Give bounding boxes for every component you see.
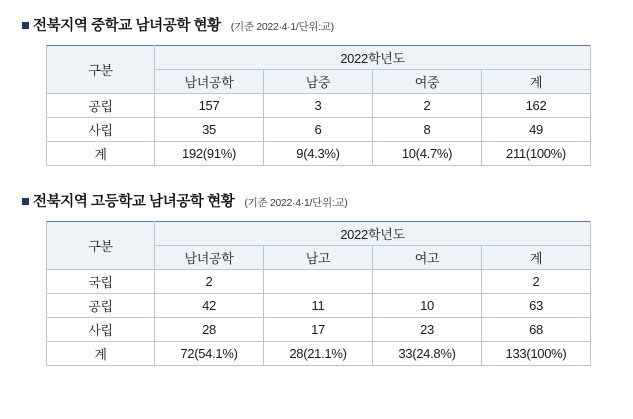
cell-value: 28 — [155, 318, 264, 342]
section-title: 전북지역 중학교 남녀공학 현황 — [33, 18, 221, 34]
row-label-total: 계 — [47, 142, 155, 166]
header-col-4: 계 — [482, 246, 591, 270]
header-gubun: 구분 — [47, 46, 155, 94]
section-header — [18, 190, 615, 211]
table-row — [47, 270, 591, 294]
cell-value: 6 — [264, 118, 373, 142]
table-header-row — [47, 222, 591, 246]
section-heading — [22, 14, 221, 35]
section-header — [18, 14, 615, 35]
header-col-1: 남녀공학 — [155, 70, 264, 94]
cell-value: 8 — [373, 118, 482, 142]
cell-value: 2 — [155, 270, 264, 294]
cell-value: 17 — [264, 318, 373, 342]
header-group-year: 2022학년도 — [155, 46, 591, 70]
cell-value: 68 — [482, 318, 591, 342]
header-col-1: 남녀공학 — [155, 246, 264, 270]
section-note: (기준 2022·4·1/단위:교) — [230, 21, 334, 33]
row-label: 공립 — [47, 294, 155, 318]
cell-total: 28(21.1%) — [264, 342, 373, 366]
cell-total: 211(100%) — [482, 142, 591, 166]
cell-total: 9(4.3%) — [264, 142, 373, 166]
cell-value: 42 — [155, 294, 264, 318]
header-col-3: 여고 — [373, 246, 482, 270]
section-high-school — [18, 190, 615, 366]
cell-value: 11 — [264, 294, 373, 318]
header-col-2: 남고 — [264, 246, 373, 270]
section-spacer — [18, 172, 615, 190]
section-middle-school — [18, 14, 615, 166]
header-col-4: 계 — [482, 70, 591, 94]
table-row — [47, 318, 591, 342]
cell-value: 10 — [373, 294, 482, 318]
cell-value: 35 — [155, 118, 264, 142]
cell-value — [373, 270, 482, 294]
cell-value: 157 — [155, 94, 264, 118]
table-row — [47, 118, 591, 142]
cell-value: 49 — [482, 118, 591, 142]
section-note: (기준 2022·4·1/단위:교) — [244, 197, 348, 209]
cell-value: 23 — [373, 318, 482, 342]
cell-total: 72(54.1%) — [155, 342, 264, 366]
cell-value: 63 — [482, 294, 591, 318]
cell-total: 10(4.7%) — [373, 142, 482, 166]
row-label-total: 계 — [47, 342, 155, 366]
cell-value — [264, 270, 373, 294]
square-bullet-icon — [22, 198, 29, 205]
high-school-table — [46, 221, 591, 366]
middle-school-table — [46, 45, 591, 166]
row-label: 사립 — [47, 318, 155, 342]
table-total-row — [47, 342, 591, 366]
row-label: 사립 — [47, 118, 155, 142]
section-title: 전북지역 고등학교 남녀공학 현황 — [33, 194, 235, 210]
section-heading — [22, 190, 234, 211]
header-group-year: 2022학년도 — [155, 222, 591, 246]
cell-total: 192(91%) — [155, 142, 264, 166]
table-header-row — [47, 46, 591, 70]
cell-value: 2 — [373, 94, 482, 118]
cell-value: 162 — [482, 94, 591, 118]
cell-total: 133(100%) — [482, 342, 591, 366]
header-gubun: 구분 — [47, 222, 155, 270]
cell-value: 3 — [264, 94, 373, 118]
table-row — [47, 94, 591, 118]
header-col-2: 남중 — [264, 70, 373, 94]
square-bullet-icon — [22, 22, 29, 29]
row-label: 국립 — [47, 270, 155, 294]
cell-value: 2 — [482, 270, 591, 294]
table-total-row — [47, 142, 591, 166]
cell-total: 33(24.8%) — [373, 342, 482, 366]
header-col-3: 여중 — [373, 70, 482, 94]
table-row — [47, 294, 591, 318]
row-label: 공립 — [47, 94, 155, 118]
